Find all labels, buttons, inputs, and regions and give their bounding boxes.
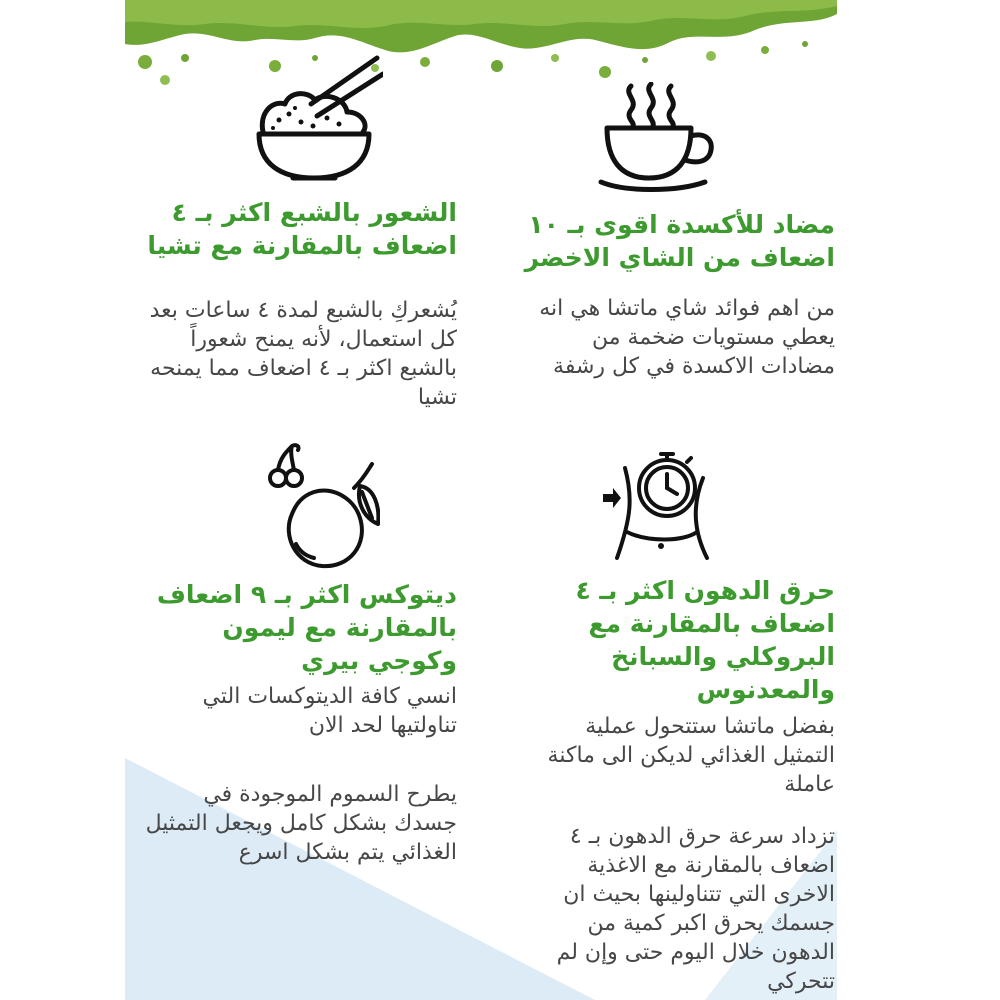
detox-heading: ديتوكس اكثر بـ ٩ اضعاف بالمقارنة مع ليمون وكوجي بيري [156, 580, 457, 675]
fat-burn-description-extra: تزداد سرعة حرق الدهون بـ ٤ اضعاف بالمقارنة مع الاغذية الاخرى التي تتناولينها بحيث ان جسمك يحرق اكبر كمية من الدهون خلال اليوم حتى وإن لم تتحركي [556, 824, 835, 994]
infographic-page [125, 0, 837, 1000]
antioxidant-heading: مضاد للأكسدة اقوى بـ ١٠ اضعاف من الشاي الاخضر [524, 210, 835, 272]
detox-description: انسي كافة الديتوكسات التي تناولتيها لحد الان [202, 684, 457, 738]
waist-stopwatch-icon [603, 438, 715, 562]
detox-description-extra: يطرح السموم الموجودة في جسدك بشكل كامل ويجعل التمثيل الغذائي يتم بشكل اسرع [145, 782, 457, 865]
matcha-powder-splash [125, 0, 837, 110]
satiety-description: يُشعركِ بالشبع لمدة ٤ ساعات بعد كل استعمال، لأنه يمنح شعوراً بالشبع اكثر بـ ٤ اضعاف مما يمنحه تشيا [149, 298, 457, 410]
antioxidant-description: من اهم فوائد شاي ماتشا هي انه يعطي مستويات ضخمة من مضادات الاكسدة في كل رشفة [539, 296, 835, 379]
fat-burn-description: بفضل ماتشا ستتحول عملية التمثيل الغذائي لديكن الى ماكنة عاملة [547, 714, 835, 797]
lemon-and-berries-icon [260, 440, 380, 574]
rice-bowl-with-chopsticks-icon [253, 52, 383, 184]
tea-cup-icon [595, 82, 717, 194]
fat-burn-heading: حرق الدهون اكثر بـ ٤ اضعاف بالمقارنة مع البروكلي والسبانخ والمعدنوس [575, 576, 835, 704]
satiety-heading: الشعور بالشبع اكثر بـ ٤ اضعاف بالمقارنة مع تشيا [147, 198, 457, 260]
